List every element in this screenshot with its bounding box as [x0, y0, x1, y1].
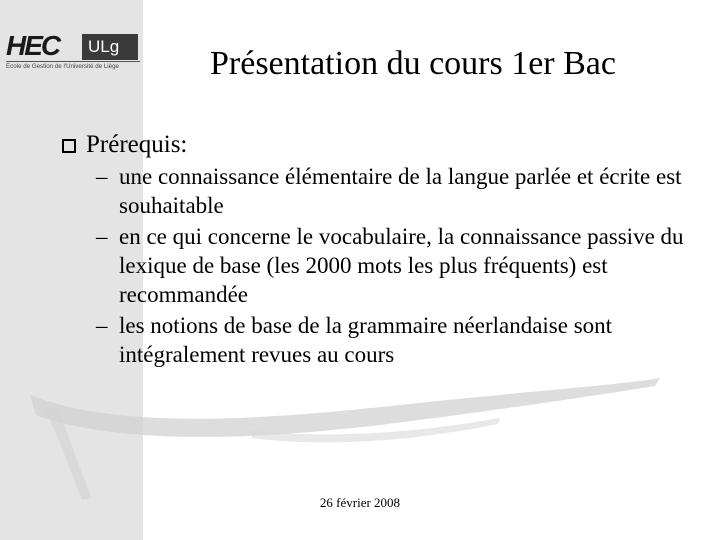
dash-marker: – [96, 313, 108, 338]
sub-item-text: une connaissance élémentaire de la langue parlée et écrite est souhaitable [119, 164, 682, 218]
slide-content [60, 128, 700, 369]
sub-item [60, 311, 700, 369]
checkbox-bullet-icon [62, 139, 76, 153]
logo-hec-text: HEC [6, 30, 60, 61]
sub-item-text: les notions de base de la grammaire néerlandaise sont intégralement revues au cours [119, 313, 613, 367]
dash-marker: – [96, 224, 108, 249]
sub-item [60, 162, 700, 220]
hec-ulg-logo [4, 30, 140, 78]
logo-tagline: École de Gestion de l'Université de Liège [6, 63, 119, 70]
sub-item [60, 222, 700, 309]
slide-title: Présentation du cours 1er Bac [210, 45, 616, 82]
bullet-label: Prérequis: [86, 131, 188, 158]
footer-date: 26 février 2008 [319, 495, 401, 510]
logo-ulg-box [82, 34, 138, 60]
logo-rule [6, 61, 140, 62]
bullet-prerequis [60, 128, 700, 162]
dash-marker: – [96, 164, 108, 189]
logo-ulg-text: ULg [88, 37, 120, 56]
sub-item-text: en ce qui concerne le vocabulaire, la connaissance passive du lexique de base (les 2000 mots les plus fréquents) est recommandée [119, 224, 684, 307]
